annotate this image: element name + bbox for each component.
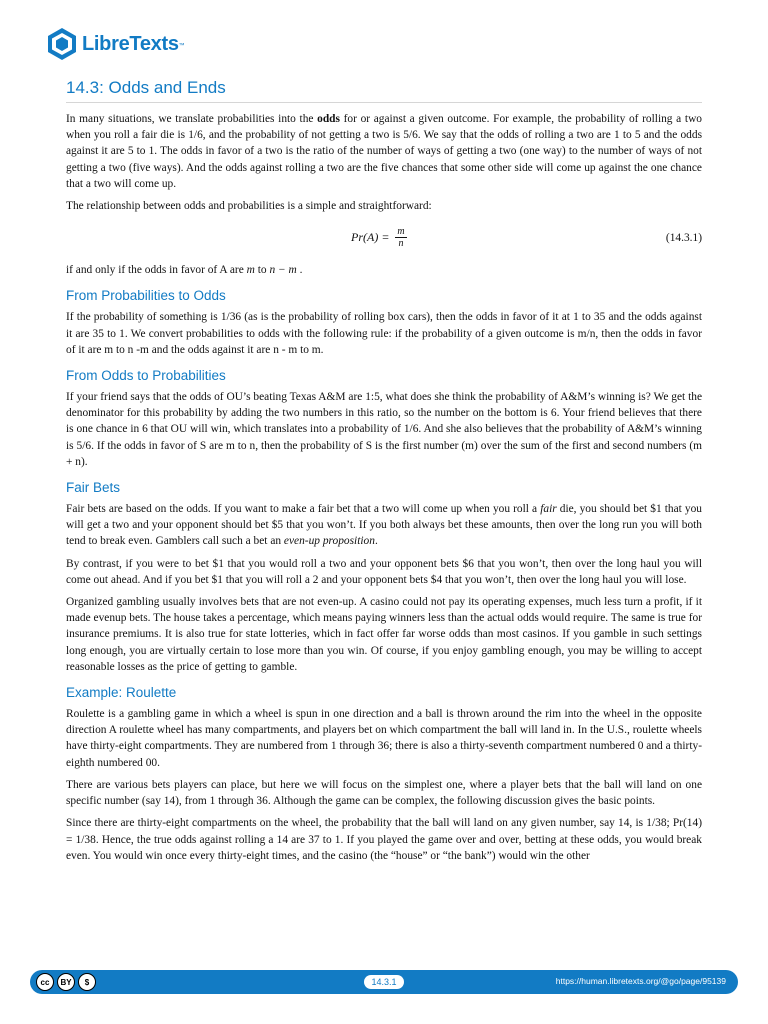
libretexts-logo[interactable] [46, 26, 185, 62]
page-url-link[interactable]: https://human.libretexts.org/@go/page/95139 [555, 976, 726, 986]
equation-block [66, 220, 702, 260]
page-footer [30, 970, 738, 994]
attribution-icon: BY [57, 973, 75, 991]
equation-numerator: m [397, 226, 405, 238]
intro-paragraph-2: The relationship between odds and probabilities is a simple and straightforward: [66, 200, 432, 213]
noncommercial-icon: $ [78, 973, 96, 991]
equation-fraction [395, 226, 406, 249]
intro-paragraph-1: In many situations, we translate probabilities into the odds for or against a given outcome. For example, the probability of rolling a two when you roll a fair die is 1/6, and the probability of not getting a two is 5/6. We say that the odds of rolling a two are 1 to 5 and the odds against it are 5 to 1. The odds in favor of a two is the ratio of the number of ways of getting a two (one way) to the number of ways of not getting a two (five ways). And the odds against rolling a two are the five chances that some other side will come up against the one chance that a two will come up. [66, 113, 702, 190]
page-number: 14.3.1 [364, 975, 404, 989]
roulette-paragraph-3: Since there are thirty-eight compartments on the wheel, the probability that the ball will land on any given number, say 14, is 1/38; Pr(14) = 1/38. Hence, the true odds against rolling a 14 are 37 to 1. If you played the game over and over, betting at these odds, you would break even. You would win once every thirty-eight times, and the casino (the “house” or “the bank”) would win the other [66, 817, 702, 862]
roulette-paragraph-1: Roulette is a gambling game in which a wheel is spun in one direction and a ball is thrown around the rim into the wheel in the opposite direction A roulette wheel has many compartments, and players bet on which compartment the ball will land in. In the U.S., roulette wheels have thirty-eight compartments. They are numbered from 1 through 36; there is also a thirty-seventh compartment numbered 0 and a thirty-eighth numbered 00. [66, 708, 702, 769]
logo-trademark: ™ [178, 43, 185, 49]
fair-bets-paragraph-2: By contrast, if you were to bet $1 that you would roll a two and your opponent bets $6 that you won’t, then over the long haul you will come out ahead. And if you bet $1 that you will roll a 2 and your opponent bets $4 that you won’t, then over the long haul you will lose. [66, 557, 702, 586]
heading-prob-to-odds: From Probabilities to Odds [66, 288, 226, 304]
heading-odds-to-prob: From Odds to Probabilities [66, 368, 226, 384]
logo-text: LibreTexts [82, 32, 179, 55]
odds-bold-term: odds [317, 113, 340, 125]
page-content [66, 78, 702, 870]
equation-label: (14.3.1) [665, 232, 702, 245]
prob-to-odds-paragraph: If the probability of something is 1/36 (as is the probability of rolling box cars), then the odds in favor of it at 1 to 35 and the odds against it are 35 to 1. We convert probabilities to odds with the following rule: if the probability of a given outcome is m/n, then the odds in favor of it are m to n -m and the odds against it are n - m to m. [66, 311, 702, 356]
equation-denominator: n [398, 238, 404, 250]
intro-paragraph-3: if and only if the odds in favor of A are m to n − m . [66, 264, 303, 277]
fair-bets-paragraph-1: Fair bets are based on the odds. If you want to make a fair bet that a two will come up when you roll a fair die, you should bet $1 that you will get a two and your opponent should bet $5 that you won’t. If you both always bet these amounts, then over the long run you will both tend to break even. Gamblers call such a bet an even-up proposition. [66, 503, 702, 548]
libretexts-hexagon-icon [46, 27, 78, 61]
heading-fair-bets: Fair Bets [66, 480, 121, 496]
page-title: 14.3: Odds and Ends [66, 78, 702, 103]
equation-lhs: Pr(A) = [351, 230, 390, 245]
cc-icon: cc [36, 973, 54, 991]
odds-to-prob-paragraph: If your friend says that the odds of OU’s beating Texas A&M are 1:5, what does she think the probability of A&M’s winning is? We get the denominator for this probability by adding the two numbers in this ratio, so the number on the bottom is 6. Your friend believes that there is one chance in 6 that OU will win, which translates into a probability of 1/6. And she also believes that the probability of A&M’s winning is 5/6. If the odds in favor of S are m to n, then the probability of S is the first number (m) over the sum of the first and second numbers (m + n). [66, 391, 702, 468]
equation [351, 226, 407, 249]
roulette-paragraph-2: There are various bets players can place, but here we will focus on the simplest one, where a player bets that the ball will land on one specific number (say 14), from 1 through 36. Although the game can be complex, the following discussion gives the basic points. [66, 778, 702, 808]
license-badge[interactable] [36, 973, 96, 991]
fair-bets-paragraph-3: Organized gambling usually involves bets that are not even-up. A casino could not pay its operating expenses, much less turn a profit, if it made evenup bets. The house takes a percentage, which means paying winners less than the actual odds would require. The same is true for insurance premiums. It is also true for state lotteries, which in fact offer far worse odds than most casinos. If you gamble in such settings long enough, you are virtually certain to lose more than you win. Of course, if you enjoy gambling enough, you may be willing to accept reasonable losses as the price of getting to gamble. [66, 596, 702, 673]
heading-roulette: Example: Roulette [66, 685, 177, 701]
